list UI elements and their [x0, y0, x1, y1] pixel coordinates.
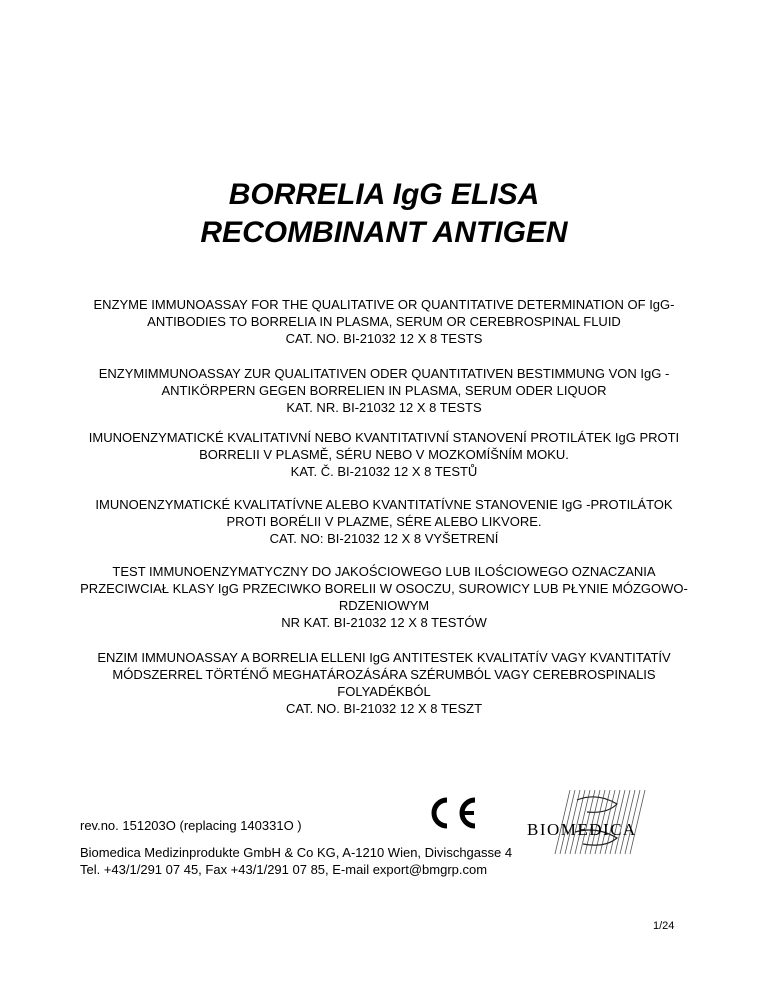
catalog-line: CAT. NO. BI-21032 12 X 8 TESZT	[285, 701, 483, 716]
description-line: IMUNOENZYMATICKÉ KVALITATIVNÍ NEBO KVANTITATIVNÍ STANOVENÍ PROTILÁTEK IgG PROTI	[88, 430, 680, 445]
revision-number: rev.no. 151203O (replacing 140331O )	[80, 818, 302, 833]
description-line: RDZENIOWYM	[338, 598, 430, 613]
description-block-czech	[40, 429, 728, 480]
description-block-slovak	[40, 496, 728, 547]
catalog-line: KAT. Č. BI-21032 12 X 8 TESTŮ	[290, 464, 478, 479]
description-line: PRZECIWCIAŁ KLASY IgG PRZECIWKO BORELII W OSOCZU, SUROWICY LUB PŁYNIE MÓZGOWO-	[80, 581, 688, 596]
ce-mark-icon	[425, 796, 481, 830]
description-line: MÓDSZERREL TÖRTÉNŐ MEGHATÁROZÁSÁRA SZÉRUMBÓL VAGY CEREBROSPINALIS	[112, 667, 656, 682]
document-title-line-2: RECOMBINANT ANTIGEN	[200, 216, 568, 249]
logo-wordmark: BIOMEDICA	[527, 820, 637, 839]
description-line: TEST IMMUNOENZYMATYCZNY DO JAKOŚCIOWEGO LUB ILOŚCIOWEGO OZNACZANIA	[112, 564, 656, 579]
description-line: FOLYADÉKBÓL	[337, 684, 431, 699]
description-line: ANTIKÖRPERN GEGEN BORRELIEN IN PLASMA, SERUM ODER LIQUOR	[161, 383, 607, 398]
description-line: IMUNOENZYMATICKÉ KVALITATÍVNE ALEBO KVANTITATÍVNE STANOVENIE IgG -PROTILÁTOK	[95, 497, 673, 512]
description-block-german	[40, 365, 728, 416]
description-line: ANTIBODIES TO BORRELIA IN PLASMA, SERUM OR CEREBROSPINAL FLUID	[147, 314, 621, 329]
catalog-line: CAT. NO: BI-21032 12 X 8 VYŠETRENÍ	[269, 531, 499, 546]
description-line: ENZYME IMMUNOASSAY FOR THE QUALITATIVE OR QUANTITATIVE DETERMINATION OF IgG-	[93, 297, 675, 312]
catalog-line: CAT. NO. BI-21032 12 X 8 TESTS	[285, 331, 483, 346]
company-contact: Tel. +43/1/291 07 45, Fax +43/1/291 07 85, E-mail export@bmgrp.com	[80, 862, 488, 877]
page-number: 1/24	[653, 920, 675, 932]
document-title-line-1: BORRELIA IgG ELISA	[228, 178, 540, 211]
description-line: BORRELII V PLASMĚ, SÉRU NEBO V MOZKOMÍŠNÍM MOKU.	[199, 447, 569, 462]
catalog-line: KAT. NR. BI-21032 12 X 8 TESTS	[286, 400, 482, 415]
catalog-line: NR KAT. BI-21032 12 X 8 TESTÓW	[281, 615, 487, 630]
description-line: ENZYMIMMUNOASSAY ZUR QUALITATIVEN ODER QUANTITATIVEN BESTIMMUNG VON IgG -	[98, 366, 670, 381]
description-block-polish	[40, 563, 728, 631]
description-line: ENZIM IMMUNOASSAY A BORRELIA ELLENI IgG ANTITESTEK KVALITATÍV VAGY KVANTITATÍV	[97, 650, 671, 665]
description-block-english	[40, 296, 728, 347]
description-line: PROTI BORÉLII V PLAZME, SÉRE ALEBO LIKVORE.	[226, 514, 542, 529]
company-address: Biomedica Medizinprodukte GmbH & Co KG, A-1210 Wien, Divischgasse 4	[80, 845, 513, 860]
description-block-hungarian	[40, 649, 728, 717]
